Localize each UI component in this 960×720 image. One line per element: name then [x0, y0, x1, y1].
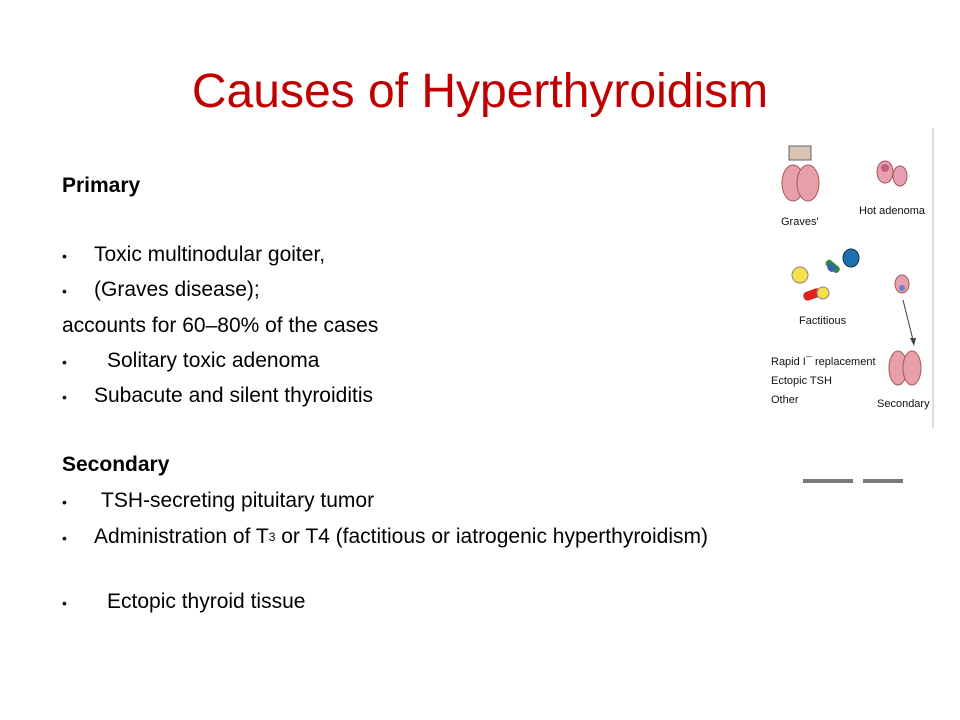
primary-item: Toxic multinodular goiter,: [94, 243, 326, 266]
primary-item-note: accounts for 60–80% of the cases: [62, 314, 379, 337]
primary-item: (Graves disease);: [94, 278, 260, 301]
primary-heading: Primary: [62, 174, 141, 197]
graves-label: Graves': [781, 216, 819, 228]
hot-adenoma-label: Hot adenoma: [859, 205, 926, 217]
bullet-icon: •: [62, 530, 67, 546]
bullet-icon: •: [62, 354, 67, 370]
slide-title: Causes of Hyperthyroidism: [191, 65, 769, 118]
ectopic-tsh-label: Ectopic TSH: [771, 375, 832, 387]
bullet-icon: •: [62, 595, 67, 611]
bullet-icon: •: [62, 389, 67, 405]
secondary-heading: Secondary: [62, 453, 170, 476]
secondary-item: [94, 525, 708, 549]
secondary-item: TSH-secreting pituitary tumor: [101, 489, 375, 512]
primary-item: Subacute and silent thyroiditis: [94, 384, 373, 407]
primary-item: Solitary toxic adenoma: [107, 349, 320, 372]
causes-illustration: [763, 128, 935, 483]
secondary-item: Ectopic thyroid tissue: [107, 590, 306, 613]
secondary-label: Secondary: [877, 398, 930, 410]
bullet-icon: •: [62, 494, 67, 510]
bullet-icon: •: [62, 248, 67, 264]
rapid-replacement-label: Rapid I¯ replacement: [771, 356, 876, 368]
other-label: Other: [771, 394, 799, 406]
secondary-item-text: Administration of T: [94, 525, 269, 548]
factitious-label: Factitious: [799, 315, 847, 327]
subscript-3: 3: [268, 530, 276, 544]
bullet-icon: •: [62, 283, 67, 299]
secondary-item-text: or T4 (factitious or iatrogenic hyperthyroidism): [275, 525, 708, 548]
